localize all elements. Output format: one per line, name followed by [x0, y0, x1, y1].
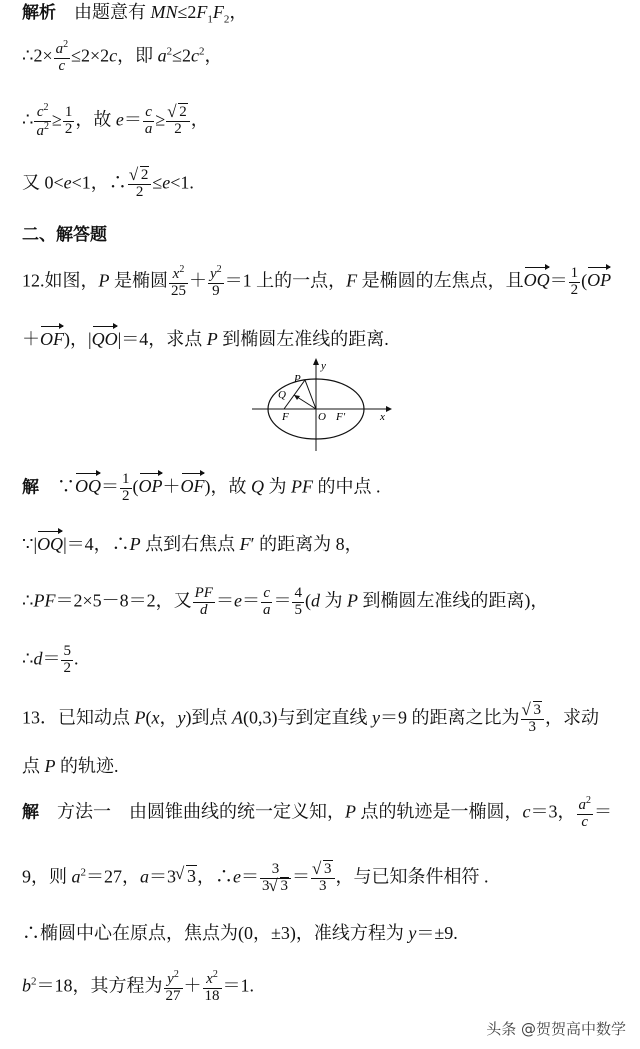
solution-12-line-2: ∵|OQ|＝4，∴P 点到右焦点 F′ 的距离为 8， — [22, 534, 363, 554]
solution-13-line-1: 解 方法一 由圆锥曲线的统一定义知，P 点的轨迹是一椭圆，c＝3， $\frac{a^2}{c}$ ＝ — [22, 795, 612, 830]
figure-label-x: x — [380, 411, 385, 423]
figure-label-Q: Q — [278, 389, 286, 401]
question-13-line-2: 点 P 的轨迹. — [22, 756, 119, 776]
analysis-line-2: ∴2× $\frac{a^2}{c}$ ≤2×2c，即 $a^2\le 2c^2$， — [22, 39, 223, 74]
solution-13-line-3: ∴椭圆中心在原点，焦点为(0，±3)，准线方程为 y＝±9. — [22, 923, 458, 943]
analysis-line-1: 解析 由题意有 $MN\le 2F_1F_2$， — [22, 2, 248, 26]
analysis-line-4: 又 0<e<1，∴ √ $\frac{2}{2}$ ≤e<1. — [22, 168, 194, 201]
figure-label-F: F — [282, 411, 289, 423]
question-12-line-2: ＋OF)，|QO|＝4，求点 P 到椭圆左准线的距离. — [22, 329, 389, 349]
analysis-line-3: ∴ $\frac{c^2}{a^2}$ ≥ $\frac{1}{2}$ ，故 e＝ $\frac{c}{a}$ ≥ √ $\frac{2}{2}$ ， — [22, 103, 209, 140]
ellipse-figure — [250, 355, 395, 455]
figure-label-P: P — [294, 373, 301, 385]
watermark: 头条 @贺贺高中数学 — [486, 1020, 626, 1038]
solution-12-line-1: 解 ∵OQ＝ $\frac{1}{2}$ (OP＋OF)，故 Q 为 PF 的中点 . — [22, 471, 381, 504]
solution-13-line-2: 9，则 $a^2=27$，a＝3√ 3，∴e＝ $\frac{3}{3√ 3}$ ＝ √ $\frac{3}{3}$ ，与已知条件相符 . — [22, 862, 489, 895]
section-heading: 二、解答题 — [22, 225, 107, 245]
figure-label-F-prime: F′ — [336, 411, 346, 423]
figure-label-O: O — [318, 411, 326, 423]
solution-13-line-4: $b^2=18$，其方程为 $\frac{y^2}{27}$ ＋ $\frac{x^2}{18}$ ＝1. — [22, 969, 254, 1004]
figure-label-y: y — [321, 360, 326, 372]
solution-12-line-3: ∴PF＝2×5－8＝2，又 $\frac{PF}{d}$ ＝e＝ $\frac{c}{a}$ ＝ $\frac{4}{5}$ (d 为 P 到椭圆左准线的距离)， — [22, 585, 549, 618]
solution-12-line-4: ∴d＝ $\frac{5}{2}$ . — [22, 643, 79, 676]
question-13-line-1: 13．已知动点 P(x，y)到点 A(0,3)与到定直线 y＝9 的距离之比为 √ $\frac{3}{3}$ ，求动 — [22, 703, 599, 736]
question-12-line-1: 12.如图，P 是椭圆 $\frac{x^2}{25}$ ＋ $\frac{y^2}{9}$ ＝1 上的一点，F 是椭圆的左焦点，且OQ＝ $\frac{1}{2}$ (OP — [22, 264, 612, 299]
